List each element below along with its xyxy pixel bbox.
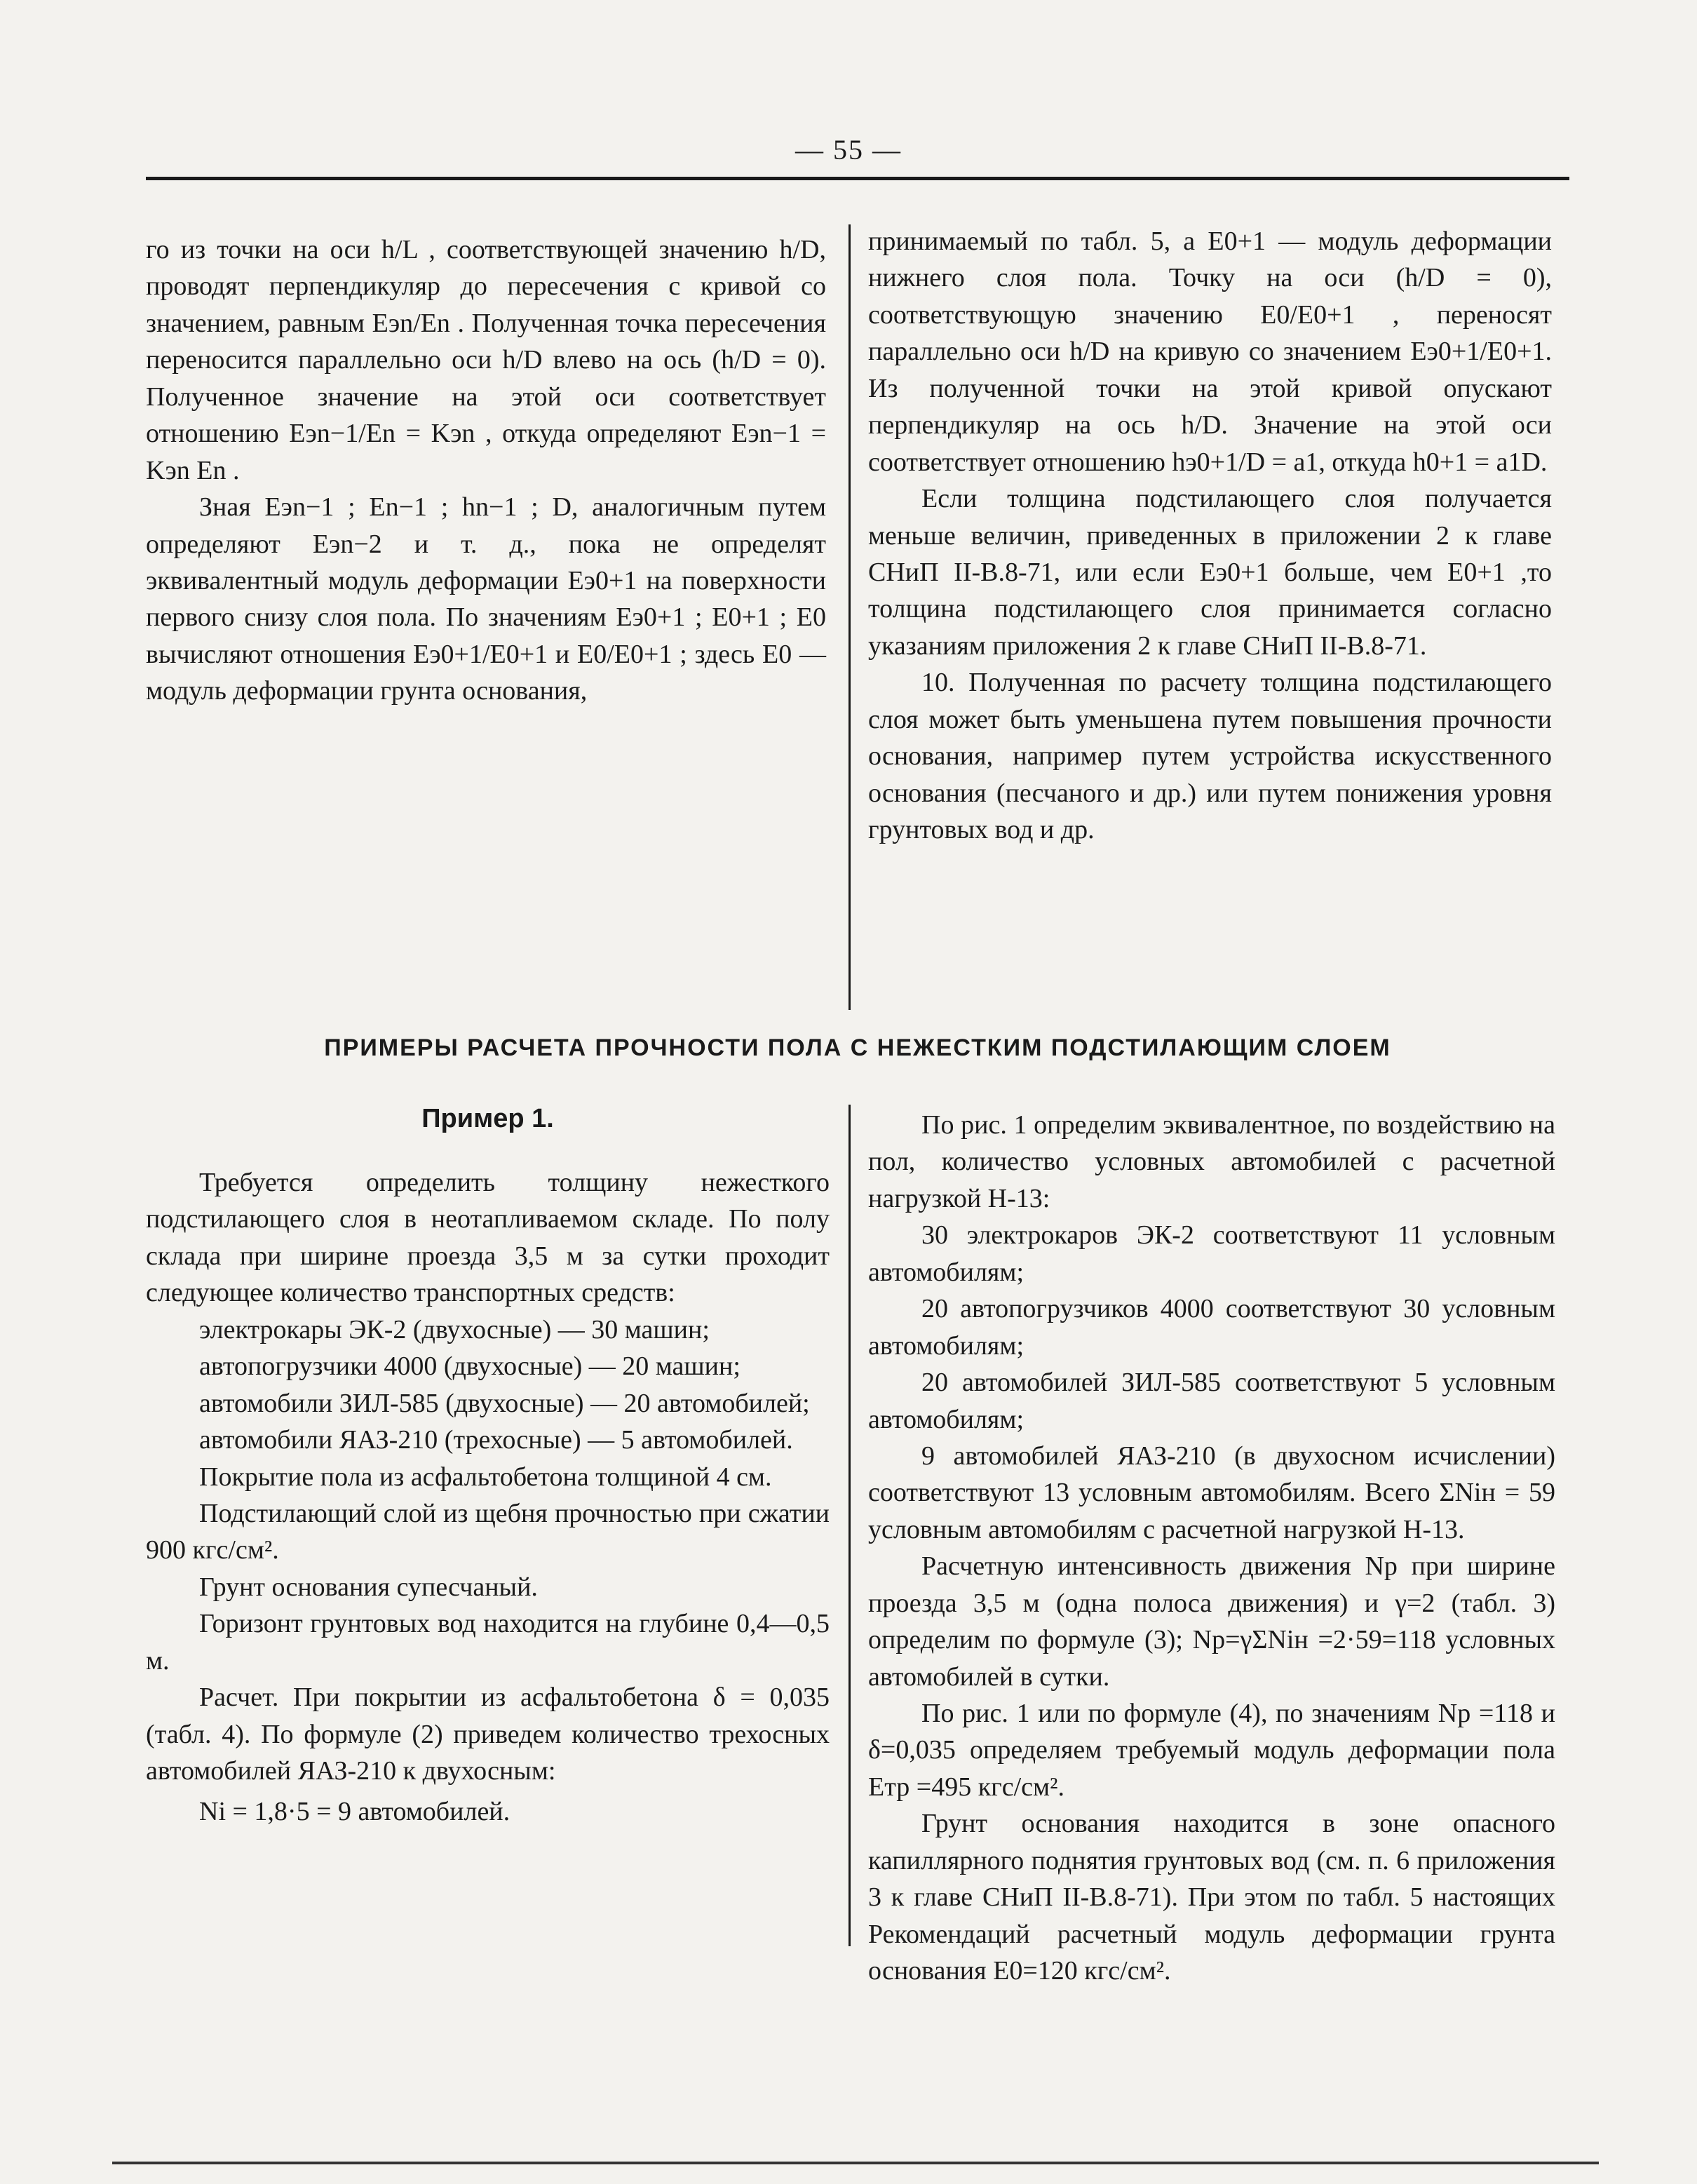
bottom-left-column [146,1164,830,1831]
paragraph: 10. Полученная по расчету толщина подстилающего слоя может быть уменьшена путем повышения прочности основания, например путем устройства искусственного основания (песчаного и др.) или путем понижения уровня грунтовых вод и др. [868,668,1552,844]
column-divider-bottom [848,1105,851,1946]
equation: Nі = 1,8·5 = 9 автомобилей. [199,1797,511,1827]
list-item: 20 автопогрузчиков 4000 соответствуют 30 условным автомобилям; [868,1294,1555,1361]
paragraph: го из точки на оси h/L , соответствующей значению h/D, проводят перпендикуляр до пересечения с кривой со значением, равным Eэn/En . Полученная точка пересечения переносится параллельно оси h/D влево на ось (h/D = 0). Полученное значение на этой оси соответствует отношению Eэn−1/En = Kэn , откуда определяют Eэn−1 = Kэn En . [146,235,826,485]
list-item: автопогрузчики 4000 (двухосные) — 20 машин; [199,1351,741,1382]
example-title: Пример 1. [421,1104,554,1133]
paragraph: Расчет. При покрытии из асфальтобетона δ = 0,035 (табл. 4). По формуле (2) приведем количество трехосных автомобилей ЯАЗ-210 к двухосным: [146,1683,830,1786]
column-divider-top [848,224,851,1010]
list-item: 20 автомобилей ЗИЛ-585 соответствуют 5 условным автомобилям; [868,1368,1555,1434]
paragraph: Требуется определить толщину нежесткого подстилающего слоя в неотапливаемом складе. По полу склада при ширине проезда 3,5 м за сутки проходит следующее количество транспортных средств: [146,1168,830,1308]
paragraph: принимаемый по табл. 5, а E0+1 — модуль деформации нижнего слоя пола. Точку на оси (h/D = 0), соответствующую значению E0/E0+1 , переносят параллельно оси h/D на кривую со значением Eэ0+1/E0+1. Из полученной точки на этой кривой опускают перпендикуляр на ось h/D. Значение на этой оси соответствует отношению hэ0+1/D = a1, откуда h0+1 = a1D. [868,227,1552,477]
paragraph: Зная Eэn−1 ; En−1 ; hn−1 ; D, аналогичным путем определяют Eэn−2 и т. д., пока не определят эквивалентный модуль деформации Eэ0+1 на поверхности первого снизу слоя пола. По значениям Eэ0+1 ; E0+1 ; E0 вычисляют отношения Eэ0+1/E0+1 и E0/E0+1 ; здесь E0 — модуль деформации грунта основания, [146,492,826,706]
list-item: автомобили ЯАЗ-210 (трехосные) — 5 автомобилей. [199,1425,793,1455]
paragraph: Расчетную интенсивность движения Nр при ширине проезда 3,5 м (одна полоса движения) и γ=2 (табл. 3) определим по формуле (3); Nр=γΣNін =2·59=118 условных автомобилей в сутки. [868,1551,1555,1692]
paragraph: По рис. 1 определим эквивалентное, по воздействию на пол, количество условных автомобилей с расчетной нагрузкой Н-13: [868,1110,1555,1213]
paragraph: Покрытие пола из асфальтобетона толщиной 4 см. [199,1462,772,1492]
bottom-right-column [868,1107,1555,1990]
list-item: автомобили ЗИЛ-585 (двухосные) — 20 автомобилей; [199,1388,810,1418]
section-title: ПРИМЕРЫ РАСЧЕТА ПРОЧНОСТИ ПОЛА С НЕЖЕСТКИМ ПОДСТИЛАЮЩИМ СЛОЕМ [324,1034,1391,1061]
paragraph: Грунт основания находится в зоне опасного капиллярного поднятия грунтовых вод (см. п. 6 приложения 3 к главе СНиП II-В.8-71). При этом по табл. 5 настоящих Рекомендаций расчетный модуль деформации грунта основания E0=120 кгс/см². [868,1809,1555,1986]
header-rule [146,177,1569,180]
paragraph: Если толщина подстилающего слоя получается меньше величин, приведенных в приложении 2 к главе СНиП II-В.8-71, или если Eэ0+1 больше, чем E0+1 ,то толщина подстилающего слоя принимается согласно указаниям приложения 2 к главе СНиП II-В.8-71. [868,484,1552,661]
top-left-column [146,231,826,710]
paragraph: Подстилающий слой из щебня прочностью при сжатии 900 кгс/см². [146,1498,830,1565]
bottom-rule [112,2162,1599,2164]
paragraph: Горизонт грунтовых вод находится на глубине 0,4—0,5 м. [146,1609,830,1676]
top-right-column [868,223,1552,848]
list-item: 30 электрокаров ЭК-2 соответствуют 11 условным автомобилям; [868,1220,1555,1287]
list-item: 9 автомобилей ЯАЗ-210 (в двухосном исчислении) соответствуют 13 условным автомобилям. Всего ΣNін = 59 условным автомобилям с расчетной нагрузкой Н-13. [868,1441,1555,1544]
paragraph: Грунт основания супесчаный. [199,1572,538,1602]
page-number: — 55 — [795,134,902,166]
list-item: электрокары ЭК-2 (двухосные) — 30 машин; [199,1314,710,1344]
paragraph: По рис. 1 или по формуле (4), по значениям Nр =118 и δ=0,035 определяем требуемый модуль деформации пола Eтр =495 кгс/см². [868,1699,1555,1802]
